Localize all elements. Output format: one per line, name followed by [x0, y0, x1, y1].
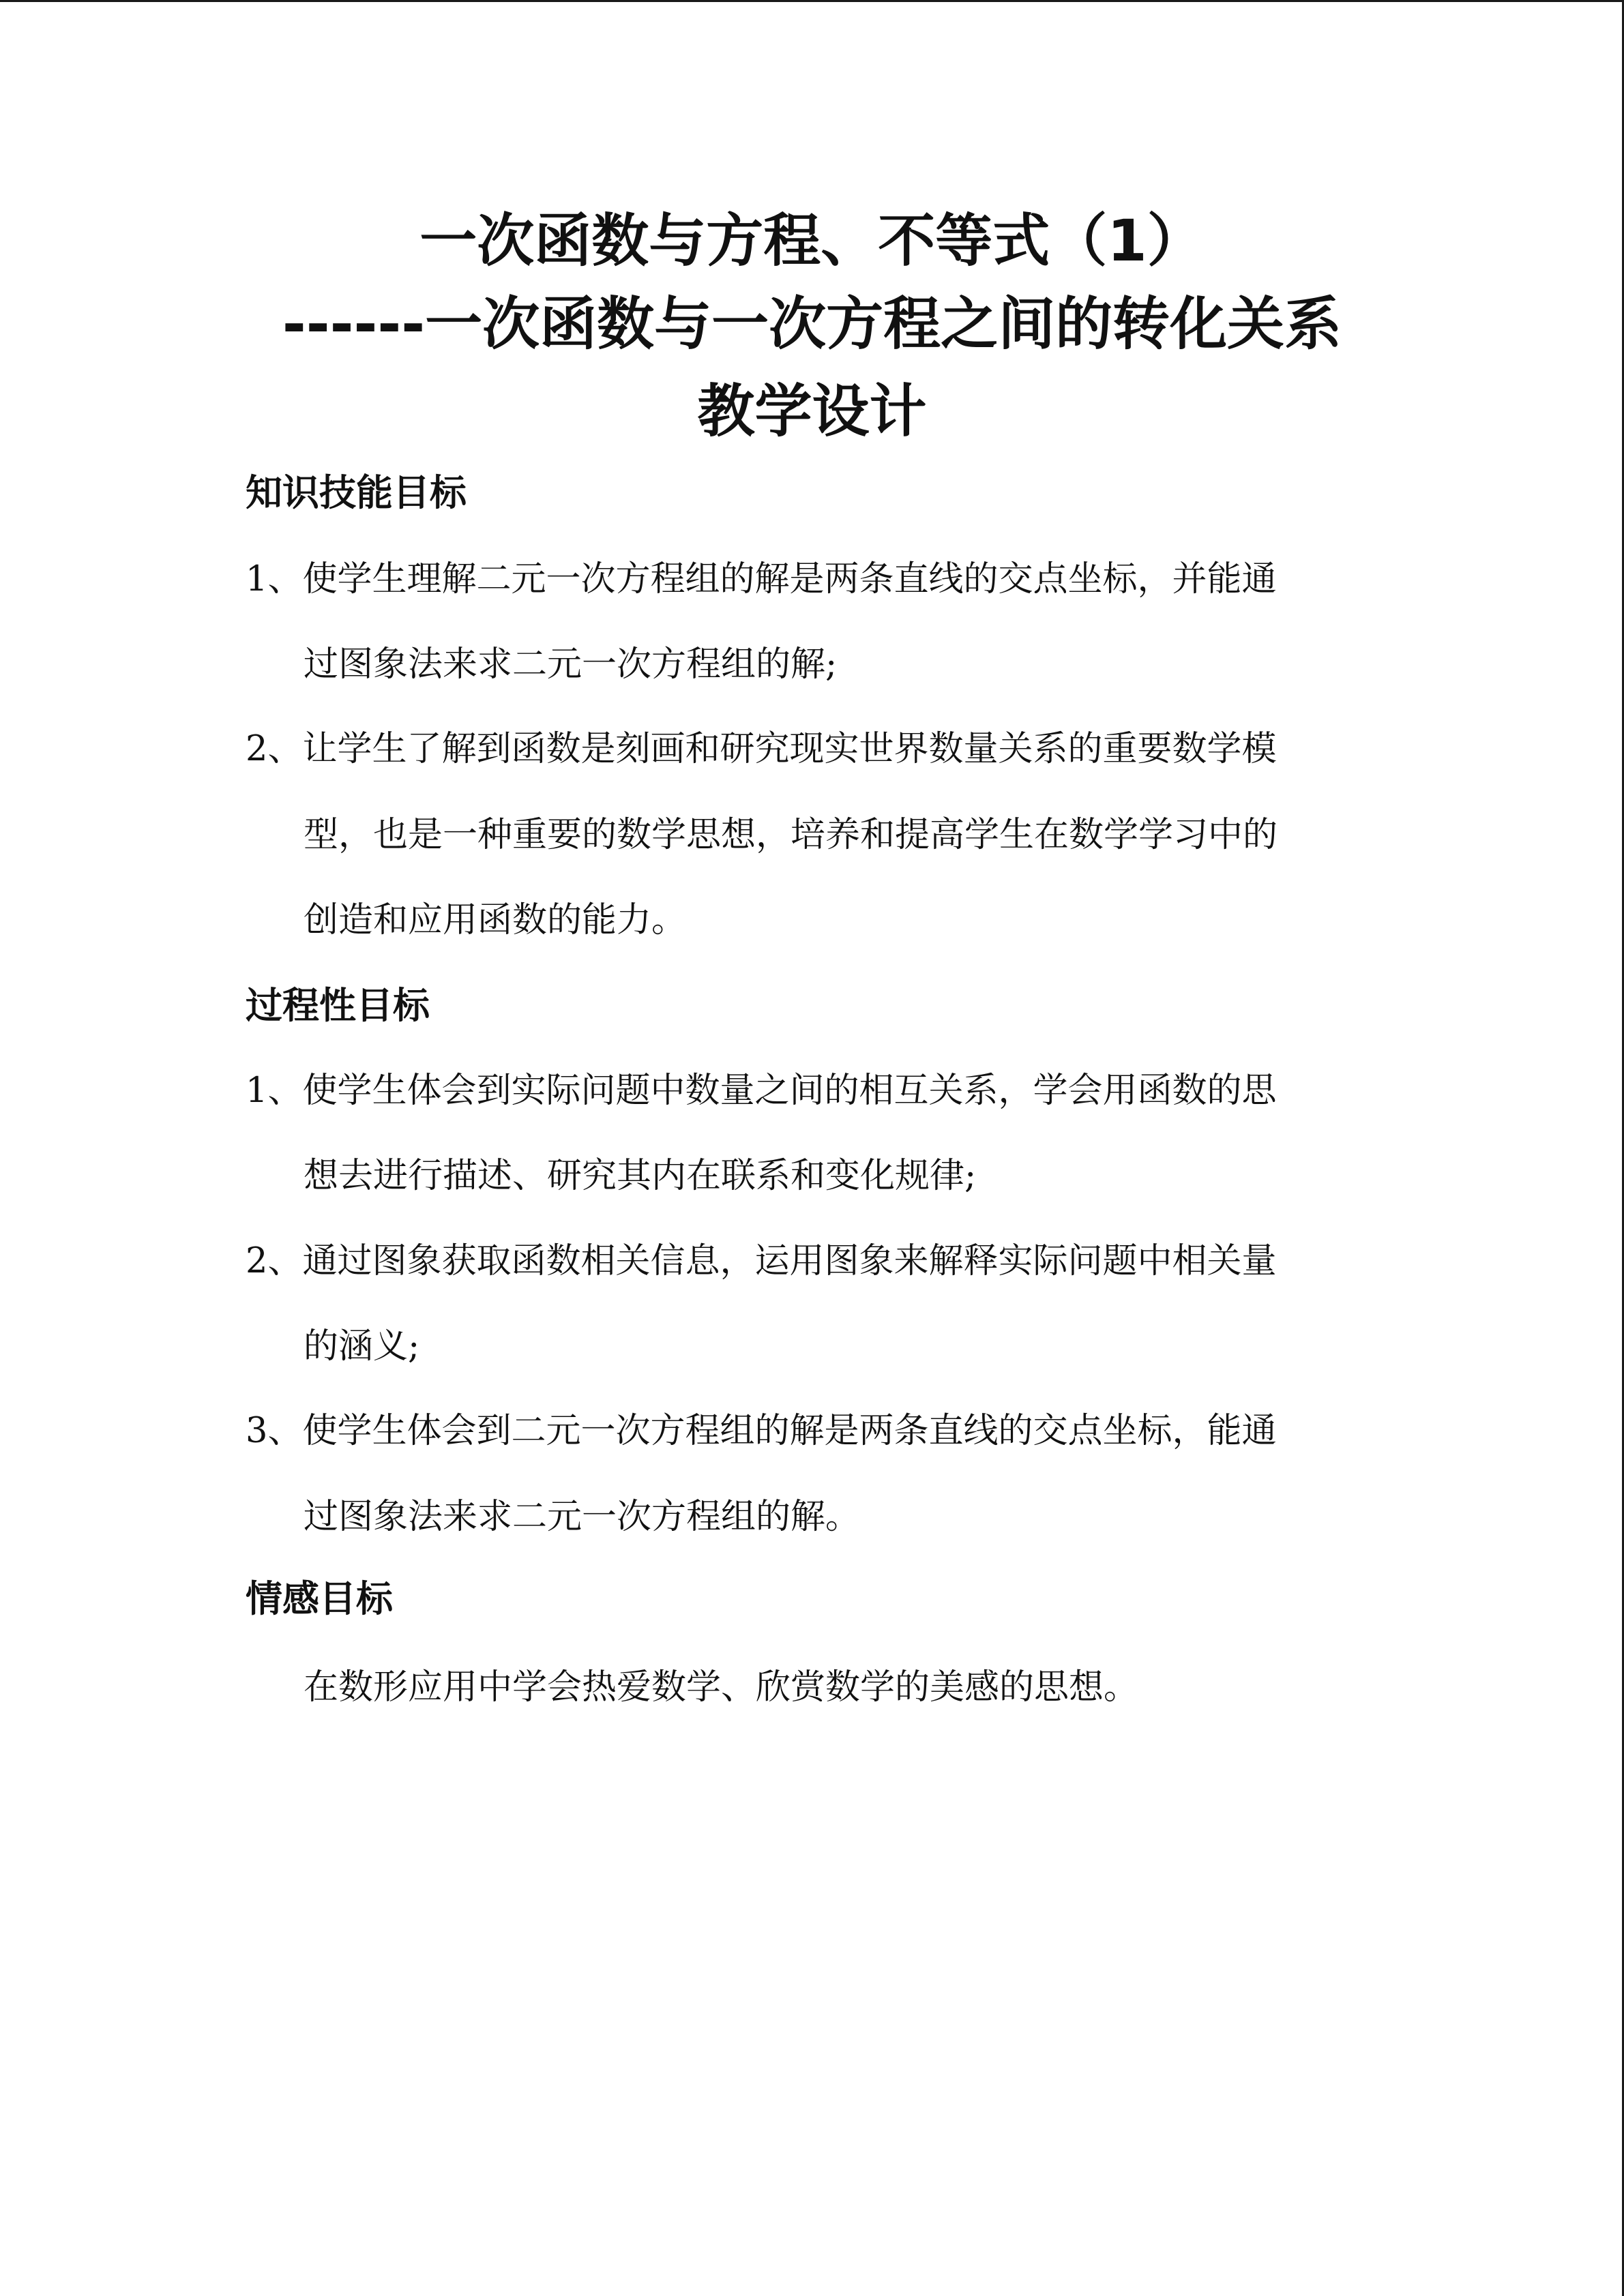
section-heading-emotion: 情感目标 [246, 1577, 393, 1620]
list-item-line: 过图象法来求二元一次方程组的解。 [304, 1497, 861, 1537]
section-heading-knowledge: 知识技能目标 [246, 471, 467, 514]
title-line-1: 一次函数与方程、不等式（1） [419, 207, 1205, 274]
list-item-line: 1、使学生理解二元一次方程组的解是两条直线的交点坐标，并能通 [246, 559, 1277, 599]
list-item-line: 创造和应用函数的能力。 [304, 900, 687, 940]
list-item-line: 的涵义; [304, 1326, 420, 1367]
list-item-line: 2、让学生了解到函数是刻画和研究现实世界数量关系的重要数学模 [246, 729, 1277, 769]
list-item-line: 想去进行描述、研究其内在联系和变化规律; [304, 1156, 977, 1196]
title-line-2: ------一次函数与一次方程之间的转化关系 [282, 290, 1342, 357]
title-line-3: 教学设计 [697, 378, 927, 445]
paragraph: 在数形应用中学会热爱数学、欣赏数学的美感的思想。 [304, 1667, 1139, 1708]
list-item-line: 3、使学生体会到二元一次方程组的解是两条直线的交点坐标，能通 [246, 1411, 1277, 1451]
list-item-line: 1、使学生体会到实际问题中数量之间的相互关系，学会用函数的思 [246, 1071, 1277, 1111]
list-item-line: 2、通过图象获取函数相关信息，运用图象来解释实际问题中相关量 [246, 1241, 1277, 1281]
list-item-line: 过图象法来求二元一次方程组的解; [304, 644, 838, 685]
section-heading-process: 过程性目标 [246, 984, 430, 1027]
list-item-line: 型，也是一种重要的数学思想，培养和提高学生在数学学习中的 [304, 815, 1278, 855]
